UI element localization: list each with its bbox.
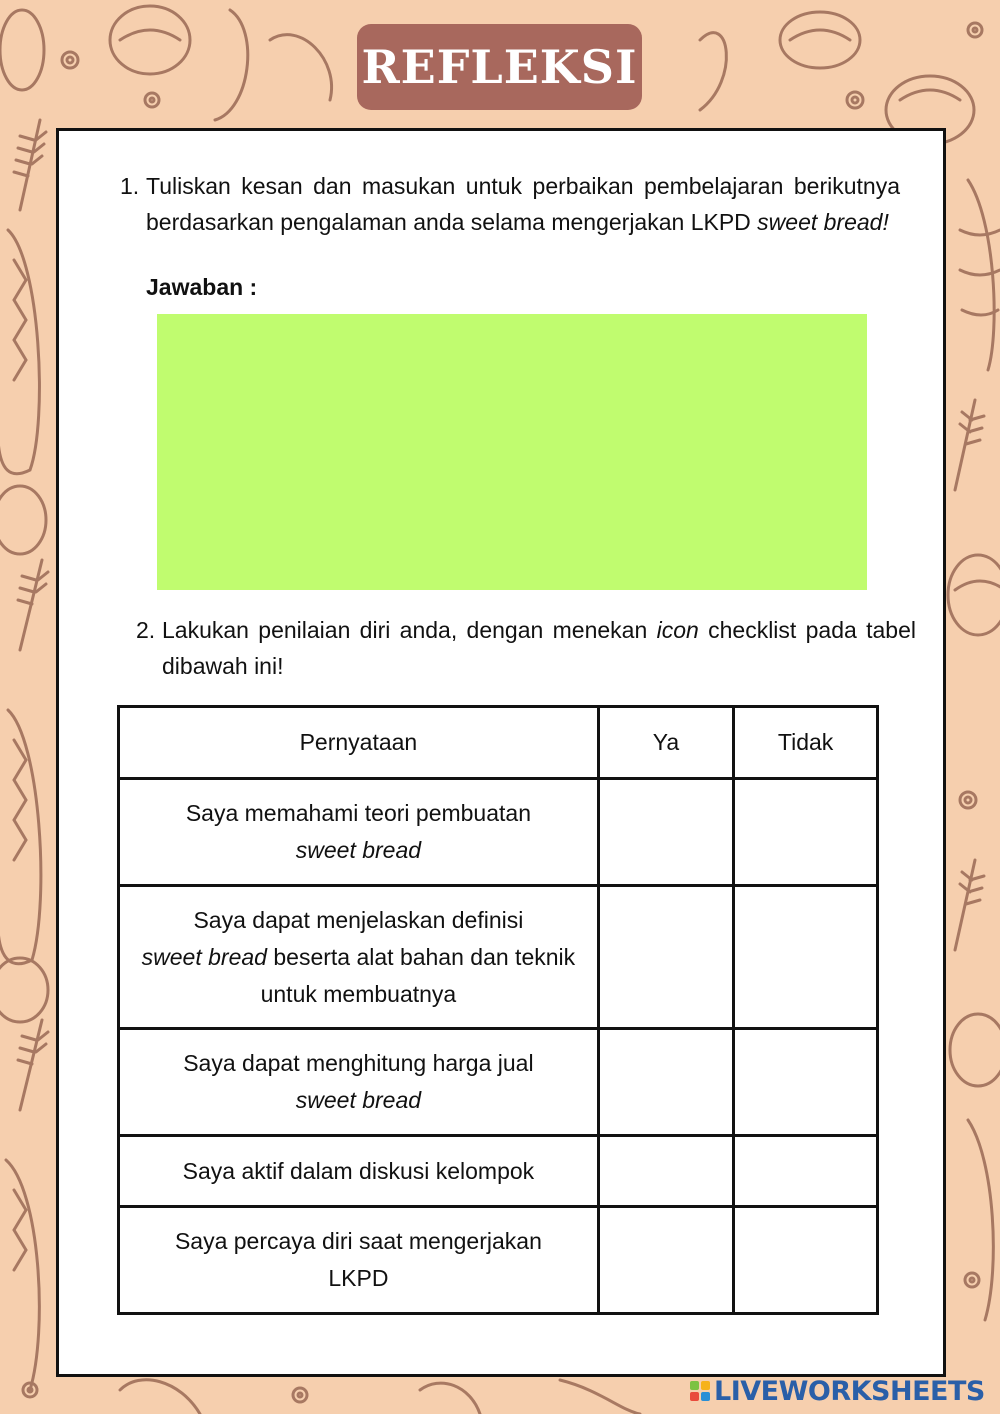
header-ya: Ya (598, 707, 733, 779)
checkbox-tidak[interactable] (734, 1207, 878, 1314)
checkbox-tidak[interactable] (734, 1029, 878, 1136)
question-2-text: Lakukan penilaian diri anda, dengan menekan icon checklist pada tabel dibawah ini! (162, 617, 916, 679)
checkbox-tidak[interactable] (734, 779, 878, 886)
table-row (119, 1207, 878, 1314)
checkbox-tidak[interactable] (734, 1136, 878, 1207)
liveworksheets-brand: LIVEWORKSHEETS (714, 1375, 985, 1407)
table-row (119, 1029, 878, 1136)
statement-cell: Saya memahami teori pembuatan sweet bread (119, 779, 599, 886)
answer-input[interactable] (157, 314, 867, 590)
answer-label: Jawaban : (146, 274, 258, 300)
statement-cell: Saya aktif dalam diskusi kelompok (119, 1136, 599, 1207)
table-row (119, 779, 878, 886)
checkbox-ya[interactable] (598, 1136, 733, 1207)
liveworksheets-logo (690, 1376, 985, 1406)
statement-cell: Saya dapat menjelaskan definisi sweet bread beserta alat bahan dan teknik untuk membuatnya (119, 886, 599, 1029)
checkbox-ya[interactable] (598, 779, 733, 886)
header-pernyataan: Pernyataan (119, 707, 599, 779)
checkbox-ya[interactable] (598, 1207, 733, 1314)
question-2 (136, 612, 916, 684)
question-2-number: 2. (136, 617, 156, 643)
table-row (119, 886, 878, 1029)
statement-cell: Saya percaya diri saat mengerjakan LKPD (119, 1207, 599, 1314)
checkbox-tidak[interactable] (734, 886, 878, 1029)
title-badge (357, 24, 642, 110)
page-title: REFLEKSI (361, 40, 638, 94)
question-1 (120, 168, 900, 240)
question-2-italic: icon (656, 617, 699, 643)
liveworksheets-icon (690, 1381, 710, 1401)
question-1-number: 1. (120, 173, 140, 199)
self-assessment-table (117, 705, 879, 1315)
checkbox-ya[interactable] (598, 1029, 733, 1136)
header-tidak: Tidak (734, 707, 878, 779)
statement-cell: Saya dapat menghitung harga jual sweet bread (119, 1029, 599, 1136)
table-header-row (119, 707, 878, 779)
table-row (119, 1136, 878, 1207)
checkbox-ya[interactable] (598, 886, 733, 1029)
question-1-text: Tuliskan kesan dan masukan untuk perbaikan pembelajaran berikutnya berdasarkan pengalaman anda selama mengerjakan LKPD sweet bread! (146, 173, 900, 235)
question-1-italic: sweet bread! (757, 209, 889, 235)
